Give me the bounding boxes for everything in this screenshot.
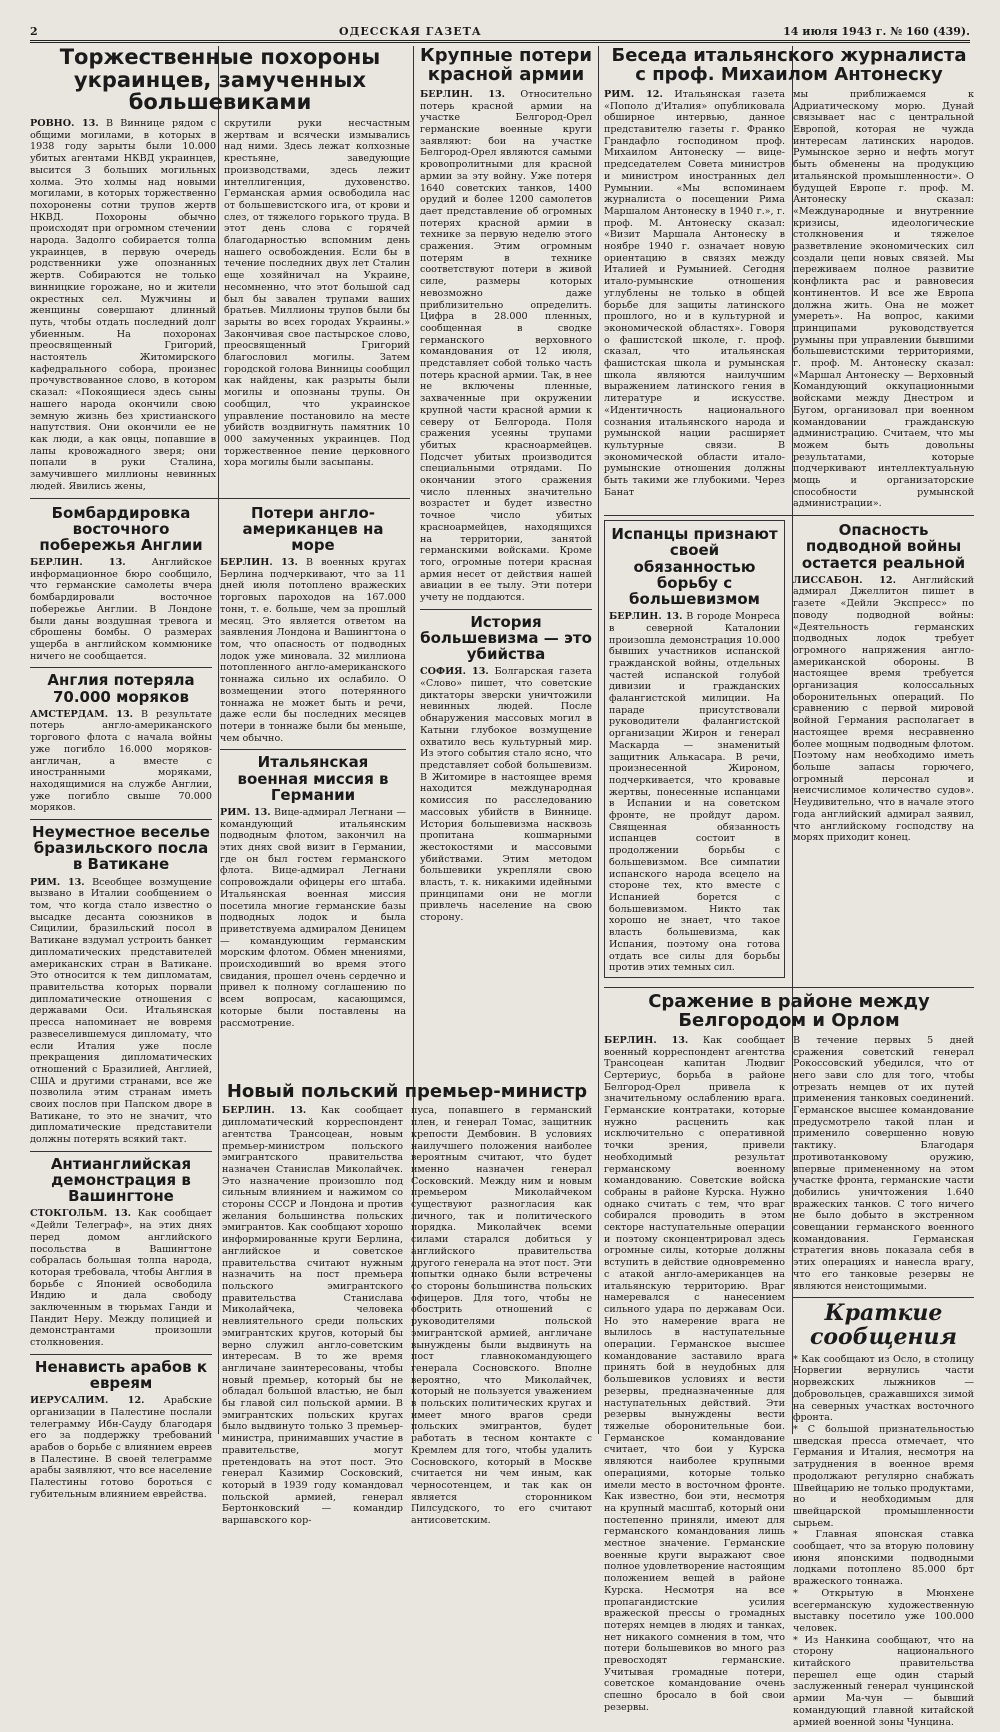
headline-minister: Новый польский премьер-министр bbox=[226, 1081, 588, 1102]
article-funeral bbox=[30, 46, 410, 493]
brief-item: * Открытую в Мюнхене всегерманскую художественную выставку посетило уже 100.000 человек. bbox=[793, 1587, 974, 1634]
divider bbox=[793, 1297, 974, 1298]
paper-name: ОДЕССКАЯ ГАЗЕТА bbox=[338, 25, 482, 38]
column-rule bbox=[598, 46, 599, 1434]
dateline: РИМ. 13. bbox=[30, 876, 85, 888]
headline-funeral: Торжественные похороны украинцев, замученных большевиками bbox=[59, 45, 381, 115]
headline-history: История большевизма — это убийства bbox=[420, 612, 592, 664]
issue-info: 14 июля 1943 г. № 160 (439). bbox=[783, 25, 970, 38]
brief-item: * Главная японская ставка сообщает, что за вторую половину июня японскими подводными лодками потоплено 85.000 брт вражеского тоннажа. bbox=[793, 1529, 974, 1588]
headline-spaniards: Испанцы признают своей обязанностью борьбу с большевизмом bbox=[611, 525, 778, 608]
article-spaniards: Испанцы признают своей обязанностью борьбу с большевизмом БЕРЛИН. 13. В городе Монреса в северной Каталонии произошла демонстрация 10.000 бывших участников испанской гражданской войны, отдельных частей испанской голубой дивизии и гражданских фалангистской милиции. На параде присутствовали руководители фалангистской организации Жирон и генерал Маскарда — знаменитый защитник Алькасара. В речи, произнесенной Жироном, подчеркивается, что кровавые жертвы, понесенные испанцами в Испании и на советском фронте, не пройдут даром. Священная обязанность испанцев состоит в продолжении борьбы с большевизмом. Все симпатии испанского народа всецело на стороне тех, кто вместе с Испанией борется с большевизмом. Никто так хорошо не знает, что такое власть большевизма, как Испания, поэтому она готова отдать все силы для борьбы против этих темных сил. bbox=[604, 520, 785, 978]
headline-battle: Сражение в районе между Белгородом и Орлом bbox=[648, 990, 930, 1032]
article-briefs bbox=[793, 1302, 974, 1728]
article-sailors: Англия потеряла 70.000 моряков АМСТЕРДАМ. 13. В результате потерь англо-американского торгового флота с начала войны уже погибло 16.000 моряков-англичан, а вместе с иностранными моряками, находящимися на службе Англии, уже погибло свыше 70.000 моряков. bbox=[30, 671, 212, 814]
article-demonstration: Антианглийская демонстрация в Вашингтоне СТОКГОЛЬМ. 13. Как сообщает «Дейли Телеграф», на этих днях перед домом английского посольства в Вашингтоне собралась большая толпа народа, которая требовала, чтобы Англия в борьбе с Японией освободила Индию и дала свободу заключенным в тюрьмах Ганди и Пандит Неру. Между полицией и демонстрантами произошли столкновения. bbox=[30, 1154, 212, 1349]
headline-interview: Беседа итальянского журналиста с проф. Михаилом Антонеску bbox=[611, 45, 967, 86]
article-body: РОВНО. 13. В Виннице рядом с общими могилами, в которых в 1938 году зарыты были 10.000 убитых агентами НКВД украинцев, высится 3 больших могильных холма. Это холмы над новыми могилами, в которых торжественно похоронены сотни трупов жертв НКВД. Похороны обычно происходят при огромном стечении народа. Задолго собирается толпа украинцев, в первую очередь родственники уже опознанных жертв. Собираются не только винницкие горожане, но и жители окрестных сел. Мужчины и женщины совершают длинный путь, чтобы отдать последний долг убиенным. На похоронах преосвященный Григорий, настоятель Житомирского кафедрального собора, произнес прочувствованное слово, в котором сказал: «Покоящиеся здесь сыны нашего народа окончили свою земную жизнь без христианского напутствия. Они окончили ее не как люди, а как овцы, попавшие в лапы кровожадного зверя; они попали в руки Сталина, замучившего миллионы невинных людей. Явились жены, bbox=[30, 118, 216, 492]
dateline: БЕРЛИН. 13. bbox=[30, 557, 126, 569]
headline-demonstration: Антианглийская демонстрация в Вашингтоне bbox=[50, 1154, 192, 1206]
dateline: СОФИЯ. 13. bbox=[420, 666, 489, 678]
article-submarine: Опасность подводной войны остается реальной ЛИССАБОН. 12. Английский адмирал Джеллитон пишет в газете «Дейли Экспресс» по поводу подводной войны: «Деятельность германских подводных лодок требует огромного напряжения англо-американской обороны. В настоящее время требуется организация колоссальных оборонительных операций. По сравнению с первой мировой войной Германия располагает в настоящее время несравненно более мощным подводным флотом. Поэтому нам необходимо иметь больше запасы горючего, огромный персонал и неисчислимое количество судов». Неудивительно, что в начале этого года английский адмирал заявил, что английскому господству на морях приходит конец. bbox=[793, 521, 974, 844]
article-bombing: Бомбардировка восточного побережья Англии БЕРЛИН. 13. Английское информационное бюро сообщило, что германские самолеты вчера бомбардировали восточное побережье Англии. В Лондоне были даны воздушная тревога и сброшены бомбы. О размерах ущерба в английском коммюнике ничего не сообщается. bbox=[30, 503, 212, 662]
dateline: ЛИССАБОН. 12. bbox=[793, 574, 896, 586]
divider bbox=[30, 1151, 212, 1152]
article-vatican: Неуместное веселье бразильского посла в Ватикане РИМ. 13. Всеобщее возмущение вызвано в Италии сообщением о том, что когда стало известно о высадке десанта союзников в Сицилии, бразильский посол в Ватикане вздумал устроить банкет дипломатических представителей американских стран в Ватикане. Это относится к тем дипломатам, правительства которых порвали дипломатические отношения с державами Оси. Итальянская пресса напоминает не вовремя развеселившемуся дипломату, что если Италия уже после прекращения дипломатических отношений с Бразилией, Англией, США и другими странами, все же позволила этим странам иметь своих послов при Папском дворе в Ватикане, то это не значит, что дипломатические представители должны потерять всякий такт. bbox=[30, 823, 212, 1146]
brief-item: * Из Нанкина сообщают, что на сторону национального китайского правительства перешел еще один старый заслуженный генерал чунцинской армии Ма-чун — бывший командующий главной китайской армией военной зоны Чунцина. bbox=[793, 1634, 974, 1728]
divider bbox=[30, 819, 212, 820]
divider bbox=[30, 498, 410, 499]
headline-vatican: Неуместное веселье бразильского посла в Ватикане bbox=[32, 823, 210, 874]
dateline: АМСТЕРДАМ. 13. bbox=[30, 708, 133, 720]
dateline: РОВНО. 13. bbox=[30, 118, 99, 130]
divider bbox=[30, 667, 212, 668]
article-anglo-sea: Потери англо-американцев на море БЕРЛИН. 13. В военных кругах Берлина подчеркивают, что за 11 дней июля потоплено вражеских торговых пароходов на 167.000 тонн, т. е. больше, чем за прошлый месяц. Это является ответом на заявления Лондона и Вашингтона о том, что опасность от подводных лодок уже миновала. 32 миллиона потопленного англо-американского тоннажа сильно их ослабило. О возмещении этого потерянного тоннажа не может быть и речи, даже если бы последних месяцев потери в тоннаже были бы меньше, чем обычно. bbox=[220, 503, 406, 744]
divider bbox=[220, 749, 406, 750]
masthead bbox=[30, 20, 970, 43]
headline-anglo-sea: Потери англо-американцев на море bbox=[242, 503, 384, 554]
dateline: БЕРЛИН. 13. bbox=[222, 1105, 307, 1117]
article-interview: Беседа итальянского журналиста с проф. Михаилом Антонеску РИМ. 12. Итальянская газета «Пополо д'Италия» опубликовала обширное интервью, данное представителю газеты г. Франко Грандафло господином проф. Михаилом Антонеску — вице-председателем Совета министров и министром иностранных дел Румынии. «Мы вспоминаем журналиста о посещении Рима Маршалом Антонеску в 1940 г.», г. проф. М. Антонеску сказал: «Визит Маршала Антонеску в ноябре 1940 г. означает новую ориентацию в связях между Италией и Румынией. Сегодня итало-румынские отношения углублены не только в общей борьбе для защиты латинского прошлого, но и в культурной и экономической областях». Говоря о фашистской школе, г. проф. сказал, что итальянская фашистская школа и румынская школа являются наилучшим выражением латинского гения в литературе и искусстве. «Идентичность национального сознания итальянского народа и румынской нации расширяет культурные связи. В экономической области итало-румынские отношения должны быть такими же глубокими. Через Банат мы приближаемся к Адриатическому морю. Дунай связывает нас с центральной Европой, которая не чужда интересам латинских народов. Румынское зерно и нефть могут быть обменены на продукцию итальянской промышленности». О будущей Европе г. проф. М. Антонеску сказал: «Международные и внутренние кризисы, идеологические столкновения и тяжелое разветвление экономических сил создали цепи новых связей. Мы переживаем полное развитие конфликта рас и равновесия континентов. И все же Европа должна жить. Она не может умереть». На вопрос, какими принципами руководствуется румыны при управлении бывшими большевистскими территориями, г. проф. М. Антонеску сказал: «Маршал Антонеску — Верховный Командующий оккупационными войсками между Днестром и Бугом, организовал при военном командовании гражданскую администрацию. Считаем, что мы можем быть довольны результатами, которые подчеркивают интеллектуальную мощь и организаторские способности румынской администрации». bbox=[604, 45, 974, 510]
headline-arabs: Ненависть арабов к евреям bbox=[34, 1357, 208, 1393]
dateline: БЕРЛИН. 13. bbox=[604, 1034, 689, 1046]
divider bbox=[30, 1354, 212, 1355]
dateline: БЕРЛИН. 13. bbox=[420, 88, 506, 100]
headline-losses: Крупные потери красной армии bbox=[420, 45, 592, 86]
column-3 bbox=[420, 44, 592, 924]
divider bbox=[420, 609, 592, 610]
headline-mission: Итальянская военная миссия в Германии bbox=[237, 753, 389, 804]
headline-briefs: Краткие сообщения bbox=[809, 1300, 958, 1351]
dateline: РИМ. 12. bbox=[604, 88, 663, 100]
brief-item: * С большой признательностью шведская пресса отмечает, что Германия и Италия, несмотря на затруднения в военное время продолжают регулярно снабжать Швейцарию не только продуктами, но и необходимым для швейцарской промышленности сырьем. bbox=[793, 1423, 974, 1529]
article-losses: Крупные потери красной армии БЕРЛИН. 13. Относительно потерь красной армии на участке Белгород-Орел германские военные круги заявляют: бои на участке Белгород-Орел являются самыми кровопролитными для красной армии за эту войну. Уже потеря 1640 советских танков, 1400 орудий и более 1200 самолетов дает представление об огромных потерях красной армии в технике за первую неделю этого сражения. Этим огромным потерям в технике соответствуют потери в живой силе, размеры которых невозможно даже приблизительно определить. Цифра в 28.000 пленных, сообщенная в сводке германского верховного командования от 12 июля, представляет собой только часть потерь красной армии. Так, в нее не включены пленные, захваченные при окружении крупной части красной армии к северу от Белгорода. Поля сражения усеяны трупами убитых красноармейцев. Подсчет убитых производится специальными отрядами. По окончании этого сражения число пленных значительно возрастет и будет известно точное число убитых красноармейцев, находящихся на территории, занятой германскими войсками. Кроме того, огромные потери красная армия несет от действия нашей авиации в ее тылу. Эти потери учету не поддаются. bbox=[420, 45, 592, 604]
brief-item: * Как сообщают из Осло, в столицу Норвегии вернулись части норвежских лыжников — добровольцев, сражавшихся зимой на северных участках восточного фронта. bbox=[793, 1353, 974, 1424]
article-history: История большевизма — это убийства СОФИЯ. 13. Болгарская газета «Слово» пишет, что советские диктаторы зверски уничтожили невинных людей. После обнаружения массовых могил в Катыни глубокое возмущение охватило весь культурный мир. Из этого события стало ясно, что представляет собой большевизм. В Житомире в настоящее время находится международная комиссия по расследованию массовых убийств в Виннице. История большевизма насквозь пропитана кошмарными жестокостями и массовыми убийствами. Этим методом большевики укрепляли свою власть, т. к. никакими идейными принципами они не могли привлечь население на свою сторону. bbox=[420, 612, 592, 924]
dateline: ИЕРУСАЛИМ. 12. bbox=[30, 1395, 145, 1407]
article-arabs: Ненависть арабов к евреям ИЕРУСАЛИМ. 12. Арабские организации в Палестине послали телеграмму Ибн-Сауду благодаря его за поддержку требований арабов о борьбе с влиянием евреев в Палестине. В своей телеграмме арабы заявляют, что все население Палестины готово бороться с губительным влиянием еврейства. bbox=[30, 1357, 212, 1500]
headline-submarine: Опасность подводной войны остается реальной bbox=[801, 521, 966, 572]
headline-bombing: Бомбардировка восточного побережья Англии bbox=[39, 503, 203, 554]
page-number: 2 bbox=[30, 25, 38, 38]
dateline: БЕРЛИН. 13. bbox=[220, 557, 298, 569]
dateline: СТОКГОЛЬМ. 13. bbox=[30, 1208, 131, 1220]
divider bbox=[604, 987, 974, 988]
column-4-5 bbox=[604, 44, 974, 1728]
dateline: РИМ. 13. bbox=[220, 806, 271, 818]
article-mission: Итальянская военная миссия в Германии РИМ. 13. Вице-адмирал Легнани — командующий итальянским подводным флотом, закончил на этих днях свой визит в Германии, где он был гостем германского флота. Вице-адмирал Легнани сопровождали офицеры его штаба. Итальянская военная миссия посетила многие германские базы подводных лодок и была приветствуема адмиралом Деницем — командующим германским морским флотом. Обмен мнениями, происходивший во время этого свидания, прошел очень сердечно и привел к полному соглашению по всем вопросам, касающимся, которые были поставлены на рассмотрение. bbox=[220, 753, 406, 1029]
divider bbox=[604, 515, 974, 516]
headline-sailors: Англия потеряла 70.000 моряков bbox=[47, 671, 195, 706]
article-body: скрутили руки несчастным жертвам и всячески измывались над ними. Здесь лежат колхозные крестьяне, заведующие производствами, здесь лежит интеллигенция, духовенство. Германская армия освободила нас от большевистского ига, от крови и слез, от тяжелого горького труда. В этот день слова с горячей благодарностью вспомним день нашего освобождения. Если бы в течение последних двух лет Сталин еще хозяйничал на Украине, несомненно, что этот большой сад был бы завален трупами ваших братьев. Миллионы трупов были бы зарыты во всех городах Украины.» Закончивая свое пастырское слово, преосвященный Григорий благословил могилы. Затем городской голова Винницы сообщил как найдены, как разрыты были могилы и опознаны трупы. Он сообщил, что украинское управление постановило на месте убийств воздвигнуть памятник 10 000 замученных украинцев. Под торжественное пение церковного хора могилы были засыпаны. bbox=[224, 118, 410, 469]
article-battle: Сражение в районе между Белгородом и Орлом БЕРЛИН. 13. Как сообщает военный корреспондент агентства Трансоцеан капитан Людвиг Сертериус, борьба в районе Белгород-Орел привела к значительному ослаблению врага. Германские контратаки, которые нужно расценить как исключительно с оперативной точки зрения, привели необходимый результат германскому военному командованию. Советские войска собраны в районе Курска. Нужно однако считать с тем, что враг собирался проводить в этом секторе наступательные операции и поэтому сконцентрировал здесь огромные силы, которые должны вступить в действие одновременно с атакой англо-американцев на итальянскую территорию. Враг намеревался с нанесением сильного удара по державам Оси. Но это намерение врага не вылилось в наступательные операции. Германское высшее командование заставило врага принять бой в неудобных для большевиков условиях и вести резервы, предназначенные для наступательных действий. Эти резервы вынуждены вести тяжелые оборонительные бои. Германское командование считает, что бои у Курска являются наиболее крупными операциями, которые только имели место в восточном фронте. Как известно, бои эти, несмотря на крупный масштаб, который они постепенно приняли, имеют для германского командования лишь местное значение. Германские военные круги выражают свое полное удовлетворение настоящим положением вещей в районе Курска. Несмотря на все пропагандистские усилия вражеской прессы о громадных потерях немцев в людях и танках, нет никакого сомнения в том, что потери большевиков во много раз превосходят германские. Учитывая громадные потери, советское командование очень спешно бросало в бой свои резервы. В течение первых 5 дней сражения советский генерал Рокоссовский убедился, что от него зави сло для того, чтобы отрезать немцев от их путей применения танковых соединений. Германское высшее командование предусмотрело такой план и применило совершенно новую тактику. Благодаря противотанковому оружию, впервые примененному на этом участке фронта, германские части добились уничтожения 1.640 вражеских танков. С того ничего не было добыто в экстренном совещании германского военного командования. Германская стратегия вновь показала себя в этих операциях и нанесла врагу, что его танковые резервы не являются неистощимыми. Краткие сообщения * Как сообщают из Осло, в столицу Норвегии вернулись части норвежских лыжников — добровольцев, сражавшихся зимой на северных участках восточного фронта. * С большой признательностью шведская пресса отмечает, что Германия и Италия, несмотря на затруднения в военное время продолжают регулярно снабжать Швейцарию не только продуктами, но и необходимым для швейцарской промышленности сырьем. * Главная японская ставка сообщает, что за вторую половину июня японскими подводными лодками потоплено 85.000 брт вражеского тоннажа. * Открытую в Мюнхене всегерманскую художественную выставку посетило уже 100.000 человек. * Из Нанкина сообщают, что на сторону национального китайского правительства перешел еще один старый заслуженный генерал чунцинской армии Ма-чун — бывший командующий главной китайской армией военной зоны Чунцина. bbox=[604, 990, 974, 1728]
dateline: БЕРЛИН. 13. bbox=[609, 611, 683, 623]
article-minister: Новый польский премьер-министр БЕРЛИН. 13. Как сообщает дипломатический корреспондент агентства Трансоцеан, новым премьер-министром польского эмигрантского правительства назначен Станислав Миколайчек. Это назначение произошло под сильным влиянием и нажимом со стороны СССР и Лондона и против желания большинства польских эмигрантов. Как сообщают хорошо информированные круги Берлина, английское и советское правительства считают нужным назначить на пост премьера польского эмигрантского правительства Станислава Миколайчека, человека невлиятельного среди польских эмигрантских кругов, который бы верно служил англо-советским интересам. В то же время англичане заинтересованы, чтобы новый премьер, который бы не обладал большой властью, не был бы главой сил польской армии. В эмигрантских польских кругах было выдвинуто только 3 премьер-министра, принимавших участие в правительстве, могут претендовать на этот пост. Это генерал Казимир Сосковский, который в 1939 году командовал польской армией, генерал Бертонковский — командир варшавского кор- пуса, попавшего в германский плен, и генерал Томас, защитник крепости Дембовин. В условиях наилучшего положения наиболее вероятным считают, что будет именно назначен генерал Сосковский. Между ним и новым премьером Миколайчеком существуют разногласия как личного, так и политического порядка. Миколайчек всеми силами старался добиться у английского правительства другого генерала на этот пост. Эти попытки однако были встречены со стороны большинства польских офицеров. Для того, чтобы не обострить отношений с руководителями польской эмигрантской армией, англичане вынуждены были выдвинуть на пост главнокомандующего генерала Сосновского. Вполне вероятно, что Миколайчек, который не пользуется уважением в польских политических кругах и имеет много врагов среди польских эмигрантов, будет работать в тесном контакте с Кремлем для того, чтобы удалить Сосновского, который в Москве считается ни чем иным, как черносотенцем, и так как он является сторонником Пилсудского, то его считают антисоветским. bbox=[222, 1081, 592, 1527]
